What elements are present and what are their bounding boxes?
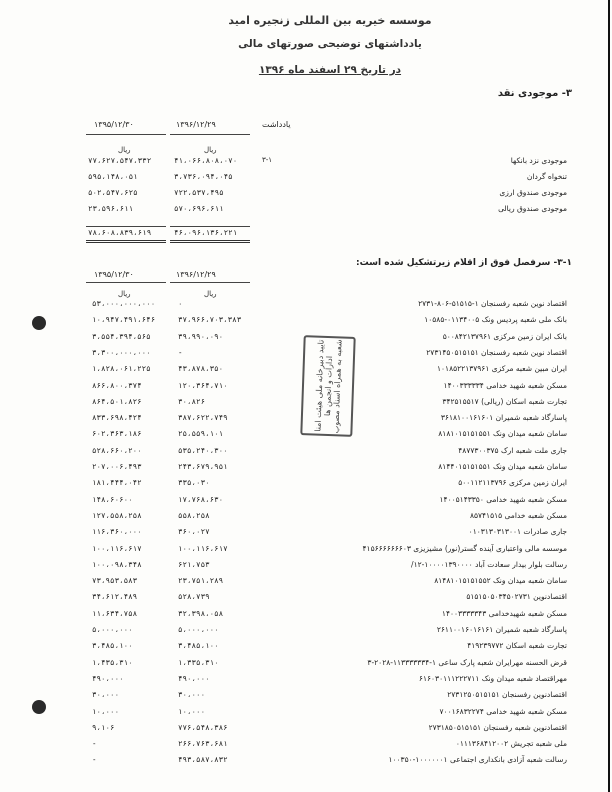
- table2-row-label: ملی شعبه تجریش ۰۱۱۱۳۶۸۴۱۲۰۰۲: [455, 739, 567, 749]
- table2-row-label: پاسارگاد شعبه شمیران ۳۶۱۸۱۰۰۱۶۱۶۰۱: [440, 413, 567, 423]
- table1-row-1396: ۷۲۲،۵۳۷،۴۹۵: [174, 188, 224, 197]
- table2-row-1395: ۱،۸۲۸،۰۶۱،۲۲۵: [92, 364, 151, 374]
- punch-hole-bottom: [32, 700, 46, 714]
- table2-row-label: جاری صادرات ۰۱۰۳۱۳۰۳۱۳۰۰۱: [468, 527, 567, 537]
- table2-row-label: جاری ملت شعبه ارک ۴۸۷۷۳۰۰۳۷۵: [458, 445, 567, 455]
- table2-row-label: اقتصادنوین ۵۱۵۱۵۰۵۰۳۴۵۰۲۷۳۱: [466, 592, 567, 602]
- table2-row-1396: ۳۷،۹۶۶،۷۰۳،۳۸۳: [178, 315, 242, 325]
- table2-row-label: پاسارگاد شعبه شمیران ۲۶۱۱۰۰۱۶۰۱۶۱۶۱: [436, 625, 567, 634]
- table2-row-1395: ۱۱۶،۳۶۰،۰۰۰: [92, 527, 142, 537]
- table2-row-1396: ۲۳،۷۵۱،۲۸۹: [178, 576, 224, 586]
- table2-row-1396: ۳۹،۹۹۰،۰۹۰: [178, 331, 224, 341]
- total-rule-1395: [86, 226, 166, 227]
- table2-row-label: بانک ملی شعبه پردیس ونک ۰۱۱۳۴۰۰۵-۱۰۵۸۵: [424, 315, 567, 325]
- table2-row-label: مسکن شعبه خدامی ۸۵۷۴۱۵۱۵: [469, 510, 567, 520]
- table1-row-1395: ۵۹۵،۱۴۸،۰۵۱: [88, 172, 138, 181]
- table1-row-label: موجودی صندوق ریالی: [498, 204, 567, 213]
- col-header-note: یادداشت: [262, 120, 291, 129]
- table2-row-label: ایران زمین مرکزی ۵۰۰۱۱۲۱۱۳۷۹۶: [458, 478, 567, 488]
- table1-row-label: موجودی صندوق ارزی: [499, 188, 567, 197]
- stamp-line-1: تایید دبیرخانه ملی هیئت امنا: [312, 339, 326, 432]
- table2-row-label: مهراقتصاد شعبه میدان ونک ۶۱۶۰۳۰۱۱۱۲۲۲۷۱۱: [418, 673, 567, 683]
- table2-row-1396: ۴۳،۸۷۸،۳۵۰: [178, 364, 224, 374]
- table2-row-label: اقتصادنوین شعبه رفسنجان ۲۷۳۱۸۵۰۵۱۵۱۵۱: [428, 722, 567, 732]
- table2-row-1396: ۵،۰۰۰،۰۰۰: [178, 625, 219, 634]
- table2-row-1396: -: [178, 347, 183, 357]
- double-rule-1395: [86, 240, 166, 243]
- table2-row-1395: ۵،۰۰۰،۰۰۰: [92, 625, 133, 634]
- table2-row-label: سامان شعبه میدان ونک ۸۱۸۱۰۱۵۱۵۱۵۵۱: [438, 429, 567, 439]
- table2-row-1395: ۱۲۷،۵۵۸،۲۵۸: [92, 510, 142, 520]
- table2-row-1396: ۳۳۵،۰۳۰: [178, 478, 210, 488]
- subsection-title: ۳-۱- سرفصل فوق از اقلام زیرتشکیل شده است:: [356, 258, 572, 268]
- table2-row-1395: ۸۶۴،۵۰۱،۸۲۶: [92, 396, 142, 406]
- table2-row-label: رسالت بلوار بیدار سعادت آباد ۱۰۰۰۰۱۳۹۰۰۰۰-۱۲/: [411, 559, 567, 569]
- table2-row-1396: ۵۳۵،۲۴۰،۳۰۰: [178, 445, 228, 455]
- table1-row-1395: ۷۷،۶۲۷،۵۴۷،۳۳۲: [88, 156, 152, 165]
- table1-row-label: تنخواه گردان: [526, 172, 567, 181]
- table2-row-1396: ۳۲،۳۹۸،۰۵۸: [178, 608, 224, 618]
- table2-row-1395: ۱۰،۰۰۰: [92, 706, 120, 716]
- table2-row-label: سامان شعبه میدان ونک ۸۱۴۸۱۰۱۵۱۵۱۵۵۲: [434, 576, 567, 586]
- table2-row-1396: ۱،۳۳۵،۳۱۰: [178, 657, 219, 667]
- page-edge-line: [608, 0, 610, 792]
- t2-unit-label-1396: ریال: [204, 290, 217, 298]
- table2-row-label: سامان شعبه میدان ونک ۸۱۴۴۰۱۵۱۵۱۵۵۱: [438, 462, 567, 471]
- table2-row-1396: ۵۵۸،۲۵۸: [178, 510, 210, 520]
- table2-row-1395: ۱۰۰،۱۱۶،۶۱۷: [92, 543, 142, 553]
- table2-row-1395: -: [92, 739, 97, 749]
- table2-row-1396: ۱۰۰،۱۱۶،۶۱۷: [178, 543, 228, 553]
- table2-row-1396: ۱۰،۰۰۰: [178, 706, 206, 716]
- table2-row-1396: ۵۲۸،۷۳۹: [178, 592, 210, 602]
- table1-row-1395: ۲۳،۵۹۶،۶۱۱: [88, 204, 134, 213]
- table2-row-1396: ۳۰،۰۰۰: [178, 690, 206, 700]
- table2-row-1395: ۳،۴۸۵،۱۰۰: [92, 641, 133, 651]
- t2-unit-label-1395: ریال: [118, 290, 131, 298]
- table2-row-label: قرض الحسنه مهرایران شعبه پارک ساعی ۱-۱۱۳۳۳۳۳۳۴-۲۰۲۸-۳: [367, 657, 567, 667]
- table2-row-1395: ۱۱،۶۳۴،۷۵۸: [92, 608, 138, 618]
- table1-row-1395: ۵۰۲،۵۴۷،۶۲۵: [88, 188, 138, 197]
- table2-row-1395: ۳۰،۰۰۰: [92, 690, 120, 700]
- table2-row-label: تجارت شعبه اسکان (ریالی) ۳۴۲۵۱۵۵۱۷: [442, 396, 567, 406]
- header-rule-1395: [86, 134, 166, 135]
- table2-row-1395: -: [92, 755, 97, 765]
- stamp-line-3: شعبه به همراه اسناد مصوب: [330, 339, 344, 434]
- table2-row-1395: ۶۰۲،۳۶۳،۱۸۶: [92, 429, 142, 439]
- table2-row-1396: ۲۵،۵۵۹،۱۰۱: [178, 429, 224, 439]
- table2-row-1396: ۲۶۶،۷۶۳،۶۸۱: [178, 739, 228, 749]
- table2-row-1396: ۴۹۳،۵۸۷،۸۳۲: [178, 755, 228, 765]
- t2-header-rule-1395: [86, 282, 166, 283]
- table2-row-1395: ۳،۳۰۰،۰۰۰،۰۰۰: [92, 347, 151, 357]
- t2-col-header-1395: ۱۳۹۵/۱۲/۳۰: [94, 270, 134, 279]
- table2-row-1395: ۵۳،۰۰۰،۰۰۰،۰۰۰: [92, 299, 156, 308]
- table2-row-1396: ۶۲۱،۷۵۳: [178, 559, 210, 569]
- table2-row-label: اقتصادنوین رفسنجان ۲۷۳۱۲۵۰۵۱۵۱۵۱: [447, 690, 567, 700]
- header-rule-1396: [170, 134, 250, 135]
- table2-row-1395: ۸۶۶،۸۰۰،۳۷۴: [92, 380, 142, 390]
- table2-row-1396: ۱۷،۷۶۸،۶۳۰: [178, 494, 224, 504]
- col-header-1395: ۱۳۹۵/۱۲/۳۰: [94, 120, 134, 129]
- table1-row-label: موجودی نزد بانکها: [510, 156, 567, 165]
- table2-row-label: رسالت شعبه آزادی بانکداری اجتماعی ۱۰۰۰۰۰۰۱-۱۰۰۳۵۰: [388, 755, 567, 765]
- table2-row-label: مسکن شعبه شهید خدامی ۷۰۰۱۶۸۳۲۲۷۴: [439, 706, 567, 716]
- table2-row-label: مسکن شعبه شهیدخدامی ۱۴۰۰۳۳۳۳۳۴۳: [441, 608, 567, 618]
- table2-row-1396: ۳۰،۸۲۶: [178, 396, 206, 406]
- table1-row-note: ۳-۱: [262, 156, 273, 164]
- total-rule-1396: [170, 226, 250, 227]
- table2-row-label: اقتصاد نوین شعبه رفسنجان ۲۷۳۱۴۵۰۵۱۵۱۵۱: [426, 347, 567, 357]
- table2-row-label: اقتصاد نوین شعبه رفسنجان ۱-۵۱۵۱۵-۸۰۶-۲۷۳۱: [418, 299, 567, 308]
- stamp-line-2: ادارات و انجمن ها: [322, 355, 334, 417]
- table2-row-1395: ۹،۱۰۶: [92, 722, 115, 732]
- table2-row-label: مسکن شعبه شهید خدامی ۱۴۰۰۵۱۴۳۳۵۰: [439, 494, 567, 504]
- table2-row-1395: ۵۲۸،۶۶۰،۲۰۰: [92, 445, 142, 455]
- t2-col-header-1396: ۱۳۹۶/۱۲/۲۹: [176, 270, 216, 279]
- table2-row-1395: ۳۴،۶۱۲،۴۸۹: [92, 592, 138, 602]
- table1-row-1396: ۴۱،۰۶۶،۸۰۸،۰۷۰: [174, 156, 238, 165]
- punch-hole-top: [32, 316, 46, 330]
- table2-row-1395: ۱۴۸،۶۰۶۰۰: [92, 494, 133, 504]
- report-subtitle: یادداشتهای توضیحی صورتهای مالی: [238, 38, 422, 50]
- unit-label-1395: ریال: [118, 146, 131, 154]
- unit-label-1396: ریال: [204, 146, 217, 154]
- org-title: موسسه خیریه بین المللی زنجیره امید: [228, 14, 432, 27]
- table2-row-label: تجارت شعبه اسکان ۴۱۹۲۳۹۷۷۲: [467, 641, 567, 651]
- table2-row-1395: ۱،۴۳۵،۳۱۰: [92, 657, 133, 667]
- table1-row-1396: ۳،۷۳۶،۰۹۴،۰۴۵: [174, 172, 233, 181]
- table2-row-1396: ۳،۴۸۵،۱۰۰: [178, 641, 219, 651]
- table2-row-1395: ۱۰۰،۰۹۸،۳۴۸: [92, 559, 142, 569]
- report-date: در تاریخ ۲۹ اسفند ماه ۱۳۹۶: [258, 64, 402, 76]
- table2-row-1396: ۳۶۰،۰۲۷: [178, 527, 210, 537]
- table2-row-1396: ۰: [178, 299, 183, 308]
- table2-row-1395: ۴۹۰،۰۰۰: [92, 673, 124, 683]
- table2-row-1395: ۸۳۳،۶۹۸،۴۲۴: [92, 413, 142, 423]
- table2-row-label: مسکن شعبه شهید خدامی ۱۴۰۰۳۳۳۳۳۴: [443, 380, 567, 390]
- col-header-1396: ۱۳۹۶/۱۲/۲۹: [176, 120, 216, 129]
- table2-row-1396: ۲۴۳،۶۷۹،۹۵۱: [178, 462, 228, 471]
- table2-row-label: ایران مبین شعبه مرکزی ۱۰۱۸۵۲۲۱۳۷۹۶۱: [437, 364, 567, 374]
- table2-row-label: بانک ایران زمین مرکزی ۵۰۰۸۴۲۱۳۷۹۶۱: [442, 331, 567, 341]
- table2-row-1395: ۷۳،۹۵۳،۵۸۳: [92, 576, 138, 586]
- total-1396: ۴۶،۰۹۶،۱۳۶،۲۲۱: [174, 228, 238, 237]
- t2-header-rule-1396: [170, 282, 250, 283]
- table2-row-1395: ۳،۵۵۴،۳۹۴،۵۶۵: [92, 331, 151, 341]
- total-1395: ۷۸،۶۰۸،۸۳۹،۶۱۹: [88, 228, 152, 237]
- section-title: ۳- موجودی نقد: [497, 88, 572, 99]
- table2-row-1396: ۳۸۷،۶۲۲،۷۴۹: [178, 413, 228, 423]
- table2-row-1395: ۱۸۱،۴۴۴،۰۴۲: [92, 478, 142, 488]
- table2-row-1395: ۱۰،۹۴۷،۴۹۱،۶۴۶: [92, 315, 156, 325]
- table2-row-1396: ۱۲۰،۳۶۴،۷۱۰: [178, 380, 228, 390]
- table2-row-1396: ۴۹۰،۰۰۰: [178, 673, 210, 683]
- table2-row-label: موسسه مالی واعتباری آینده گستر(نور) مشیزیزی ۴۱۵۶۶۶۶۶۶۶۰۳: [362, 543, 567, 553]
- table2-row-1396: ۷۷۶،۵۴۸،۳۸۶: [178, 722, 228, 732]
- table1-row-1396: ۵۷۰،۶۹۶،۶۱۱: [174, 204, 224, 213]
- table2-row-1395: ۲۰۷،۰۰۶،۴۹۳: [92, 462, 142, 471]
- double-rule-1396: [170, 240, 250, 243]
- approval-stamp: [300, 335, 355, 437]
